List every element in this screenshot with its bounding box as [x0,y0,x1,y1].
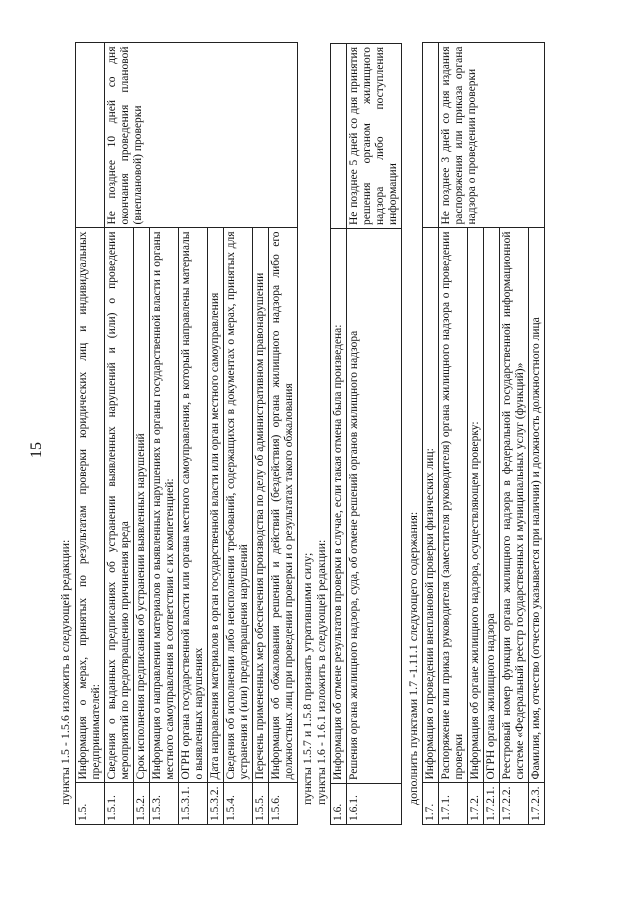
item-description: Информация о направлении материалов о выявленных нарушениях в органы государственной власти и органы местного самоуправления в соответствии с их компетенцией: [150,228,179,783]
item-number: 1.7.2.3. [529,783,545,825]
item-number: 1.7.2.2. [500,783,529,825]
item-description: Сведения о выданных предписаниях об устранении выявленных нарушений и (или) о проведении мероприятий по предотвращению причинения вреда [105,228,134,783]
item-description: Решения органа жилищного надзора, суда, об отмене решений органов жилищного надзора [347,229,402,784]
table-row [76,43,105,825]
table-row [105,43,134,825]
deadline-cell [331,44,347,229]
items-table [422,43,545,826]
items-table [330,43,402,825]
item-number: 1.7.1. [439,783,468,825]
deadline-cell: Не позднее 10 дней со дня окончания проведения плановой (внеплановой) проверки [105,43,298,228]
table-row [423,43,439,825]
item-description: Дата направления материалов в орган государственной власти или орган местного самоуправления [208,228,224,783]
item-number: 1.7.2. [468,783,484,825]
deadline-cell [423,43,439,228]
item-description: ОГРН органа государственной власти или органа местного самоуправления, в который направлены материалы о выявленных нарушениях [179,228,208,783]
item-number: 1.6. [331,784,347,825]
item-number: 1.5.4. [224,783,253,825]
table-row [331,44,347,825]
item-description: Информация об обжаловании решений и действий (бездействия) органа жилищного надзора либо его должностных лиц при проведении проверки и о результатах такого обжалования [269,228,298,783]
item-number: 1.5.3.2. [208,783,224,825]
deadline-cell [76,43,105,228]
item-number: 1.5.1. [105,783,134,825]
deadline-cell: Не позднее 3 дней со дня издания распоряжения или приказа органа надзора о проведении проверки [439,43,545,228]
item-number: 1.7. [423,783,439,825]
table-row [347,44,402,825]
item-number: 1.7.2.1. [484,783,500,825]
deadline-cell: Не позднее 5 дней со дня принятия решения органом жилищного надзора либо поступления информации [347,44,402,229]
item-number: 1.5.3.1. [179,783,208,825]
item-description: Реестровый номер функции органа жилищного надзора в федеральной государственной информационной системе «Федеральный реестр государственных и муниципальных услуг (функций)» [500,228,529,783]
instruction-text: пункты 1.5.7 и 1.5.8 признать утратившими силу; [300,552,314,805]
instruction-text: пункты 1.5 - 1.5.6 изложить в следующей редакции: [58,539,72,805]
page-number: 15 [28,442,45,458]
item-number: 1.5. [76,783,105,825]
table-row [439,43,468,825]
item-description: Перечень примененных мер обеспечения производства по делу об административном правонарушении [253,228,269,783]
item-description: Распоряжение или приказ руководителя (заместителя руководителя) органа жилищного надзора о проведении проверки [439,228,468,783]
item-description: Фамилия, имя, отчество (отчество указывается при наличии) и должность должностного лица [529,228,545,783]
item-number: 1.6.1. [347,784,402,825]
items-table [75,43,298,826]
item-description: Сведения об исполнении либо неисполнении требований, содержащихся в документах о мерах, принятых для устранения и (или) предотвращения нарушений [224,228,253,783]
item-description: Информация о проведении внеплановой проверки физических лиц: [423,228,439,783]
item-description: Информация о мерах, принятых по результатам проверки юридических лиц и индивидуальных предпринимателей: [76,228,105,783]
instruction-text: дополнить пунктами 1.7 -1.11.1 следующего содержания: [406,511,420,805]
item-description: Информация об органе жилищного надзора, осуществляющем проверку: [468,228,484,783]
item-number: 1.5.5. [253,783,269,825]
item-number: 1.5.3. [150,783,179,825]
item-description: ОГРН органа жилищного надзора [484,228,500,783]
item-number: 1.5.2. [134,783,150,825]
instruction-text: пункты 1.6 - 1.6.1 изложить в следующей редакции: [314,539,328,805]
item-description: Срок исполнения предписания об устранении выявленных нарушений [134,228,150,783]
item-description: Информация об отмене результатов проверки в случае, если такая отмена была произведена: [331,229,347,784]
item-number: 1.5.6. [269,783,298,825]
